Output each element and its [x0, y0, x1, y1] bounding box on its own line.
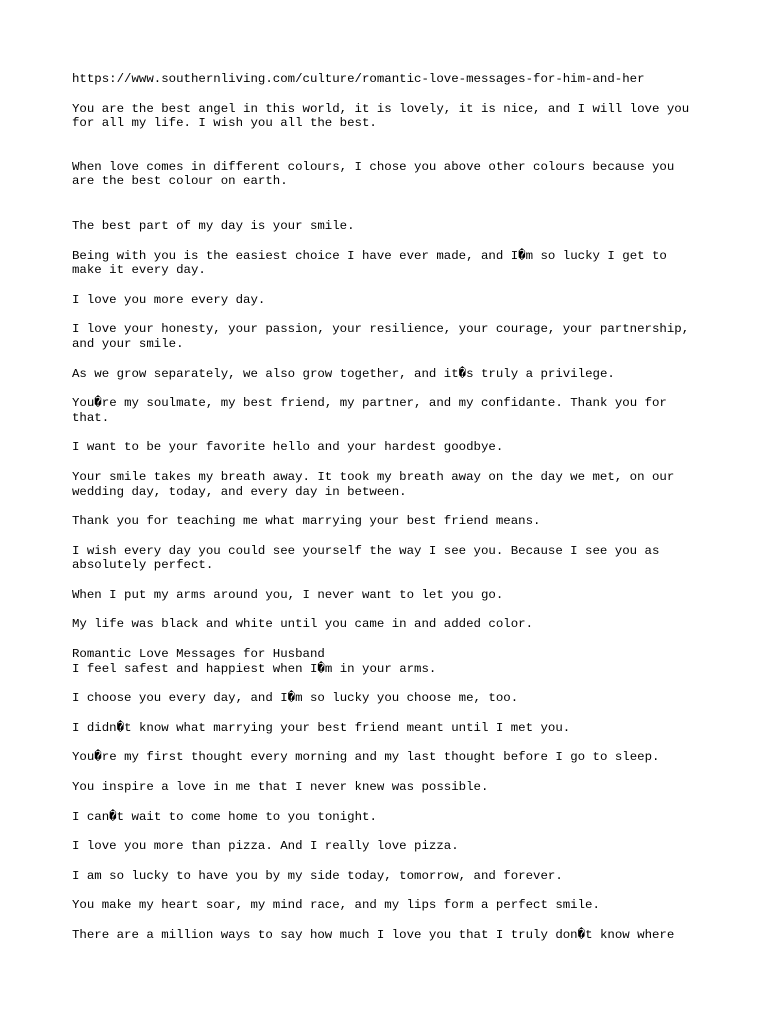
- paragraph: [72, 750, 712, 765]
- paragraph: [72, 72, 712, 87]
- text-line: I want to be your favorite hello and your hardest goodbye.: [72, 440, 504, 455]
- paragraph: [72, 440, 712, 455]
- paragraph: [72, 928, 712, 943]
- text-line: and your smile.: [72, 336, 184, 351]
- text-line: You make my heart soar, my mind race, and my lips form a perfect smile.: [72, 898, 600, 913]
- paragraph: [72, 869, 712, 884]
- text-line: wedding day, today, and every day in between.: [72, 484, 407, 499]
- text-line: I didn�t know what marrying your best friend meant until I met you.: [72, 720, 571, 735]
- text-line: When love comes in different colours, I chose you above other colours because you: [72, 159, 675, 174]
- text-line: absolutely perfect.: [72, 558, 214, 573]
- text-line: When I put my arms around you, I never want to let you go.: [72, 587, 504, 602]
- paragraph: [72, 514, 712, 529]
- text-line: I love you more than pizza. And I really love pizza.: [72, 839, 459, 854]
- paragraph: [72, 647, 712, 676]
- paragraph: [72, 470, 712, 499]
- paragraph: [72, 691, 712, 706]
- paragraph: [72, 617, 712, 632]
- text-line: I choose you every day, and I�m so lucky you choose me, too.: [72, 691, 519, 706]
- text-line: Thank you for teaching me what marrying your best friend means.: [72, 514, 541, 529]
- text-line: Romantic Love Messages for Husband: [72, 647, 325, 662]
- text-line: I am so lucky to have you by my side today, tomorrow, and forever.: [72, 868, 563, 883]
- paragraph: [72, 544, 712, 573]
- text-line: I love your honesty, your passion, your resilience, your courage, your partnership,: [72, 322, 690, 337]
- paragraph: [72, 219, 712, 234]
- text-line: are the best colour on earth.: [72, 174, 288, 189]
- document-page: [72, 72, 712, 943]
- text-line: You inspire a love in me that I never knew was possible.: [72, 780, 489, 795]
- text-line: I wish every day you could see yourself the way I see you. Because I see you as: [72, 543, 660, 558]
- paragraph: [72, 396, 712, 425]
- paragraph: [72, 810, 712, 825]
- text-line: As we grow separately, we also grow together, and it�s truly a privilege.: [72, 366, 615, 381]
- paragraph: [72, 160, 712, 189]
- paragraph: [72, 839, 712, 854]
- text-line: I can�t wait to come home to you tonight.: [72, 809, 377, 824]
- paragraph: [72, 249, 712, 278]
- paragraph: [72, 293, 712, 308]
- text-line: You�re my soulmate, my best friend, my partner, and my confidante. Thank you for: [72, 396, 667, 411]
- source-url-text: https://www.southernliving.com/culture/romantic-love-messages-for-him-and-her: [72, 72, 645, 86]
- text-line: for all my life. I wish you all the best.: [72, 116, 377, 131]
- text-line: I love you more every day.: [72, 292, 266, 307]
- paragraph: [72, 721, 712, 736]
- text-line: My life was black and white until you came in and added color.: [72, 617, 534, 632]
- text-line: Being with you is the easiest choice I have ever made, and I�m so lucky I get to: [72, 248, 667, 263]
- paragraph: [72, 322, 712, 351]
- text-line: Your smile takes my breath away. It took my breath away on the day we met, on our: [72, 469, 675, 484]
- text-line: The best part of my day is your smile.: [72, 218, 355, 233]
- text-line: You are the best angel in this world, it is lovely, it is nice, and I will love you: [72, 101, 690, 116]
- text-line: that.: [72, 410, 110, 425]
- text-line: There are a million ways to say how much I love you that I truly don�t know where: [72, 928, 675, 942]
- text-line: make it every day.: [72, 263, 206, 278]
- paragraph: [72, 102, 712, 131]
- paragraph: [72, 367, 712, 382]
- text-line: I feel safest and happiest when I�m in your arms.: [72, 661, 437, 676]
- paragraph: [72, 898, 712, 913]
- paragraph: [72, 780, 712, 795]
- paragraph: [72, 588, 712, 603]
- text-line: You�re my first thought every morning and my last thought before I go to sleep.: [72, 750, 660, 765]
